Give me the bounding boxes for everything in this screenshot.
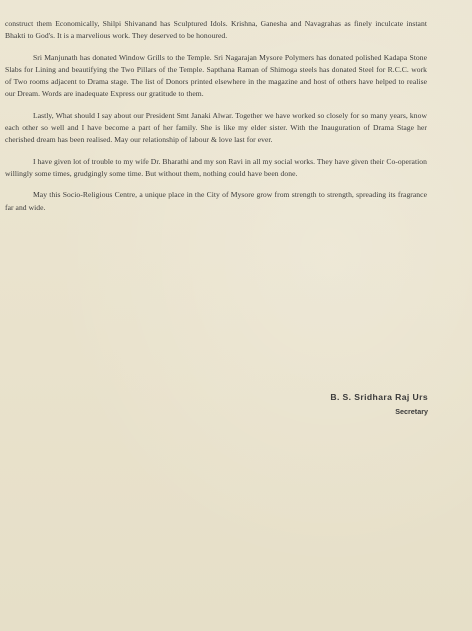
paragraph-sculptures: construct them Economically, Shilpi Shivanand has Sculptured Idols. Krishna, Ganesha and Navagrahas as finely inculcate instant Bhakti to God's. It is a marvelious work. They deserved to be honoured. <box>5 19 427 41</box>
signature-name: B. S. Sridhara Raj Urs <box>330 392 428 402</box>
paragraph-family: I have given lot of trouble to my wife Dr. Bharathi and my son Ravi in all my social works. They have given their Co-operation willingly some times, grudgingly some time. But without them, nothing could have been done. <box>5 156 427 178</box>
paragraph-president: Lastly, What should I say about our President Smt Janaki Alwar. Together we have worked so closely for so many years, know each other so well and I have become a part of her family. She is like my elder sister. With the Inauguration of Drama Stage her cherished dream has been realised. May our relationship of labour & love last for ever. <box>5 110 427 145</box>
signature-title: Secretary <box>395 407 428 416</box>
paragraph-closing: May this Socio-Religious Centre, a unique place in the City of Mysore grow from strength to strength, spreading its fragrance far and wide. <box>5 190 427 212</box>
letter-body <box>5 18 427 223</box>
signature-block <box>330 390 428 418</box>
paragraph-donations: Sri Manjunath has donated Window Grills to the Temple. Sri Nagarajan Mysore Polymers has donated polished Kadapa Stone Slabs for Lining and beautifying the Two Pillars of the Temple. Sapthana Raman of Shimoga steels has donated Steel for R.C.C. work of Two rooms adjacent to Drama stage. The list of Donors printed elsewhere in the magazine and host of others have helped to realise our Dream. Words are inadequate Express our gratitude to them. <box>5 52 427 99</box>
